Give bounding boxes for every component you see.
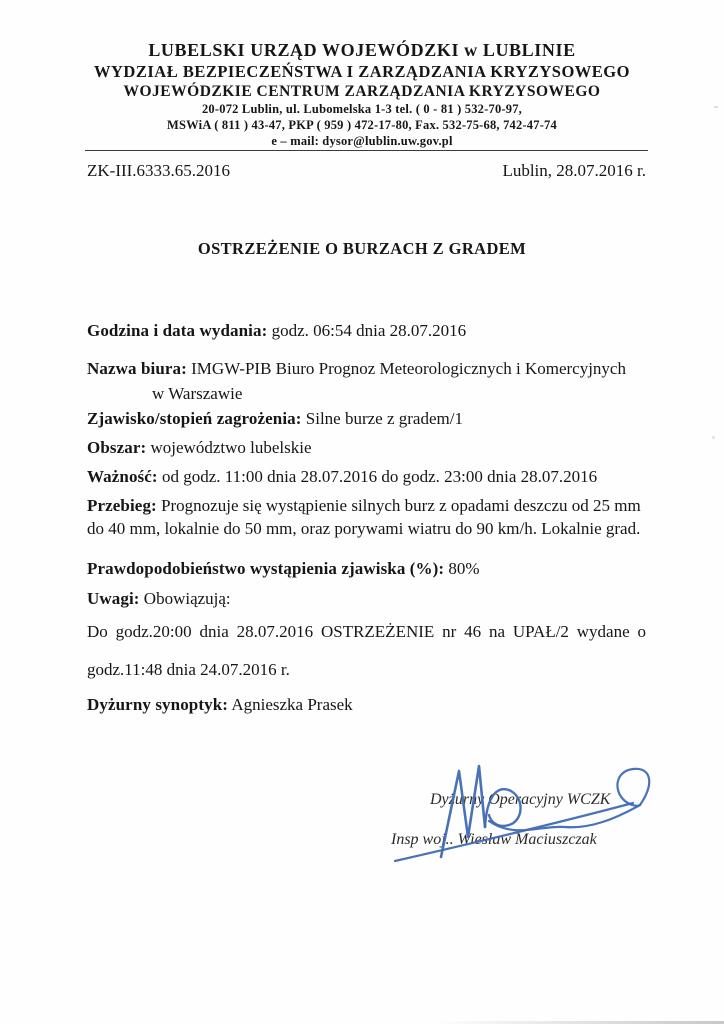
note-line1: Do godz.20:00 dnia 28.07.2016 OSTRZEŻENIE nr 46 na UPAŁ/2 wydane o: [87, 622, 646, 641]
field-office-value: IMGW-PIB Biuro Prognoz Meteorologicznych i Komercyjnych: [191, 359, 626, 378]
field-phenomenon-label: Zjawisko/stopień zagrożenia:: [87, 409, 302, 428]
org-phones: MSWiA ( 811 ) 43-47, PKP ( 959 ) 472-17-80, Fax. 532-75-68, 742-47-74: [167, 118, 557, 132]
signer-role: Dyżurny Operacyjny WCZK: [430, 791, 611, 808]
field-remarks-label: Uwagi:: [87, 589, 140, 608]
org-address: 20-072 Lublin, ul. Lubomelska 1-3 tel. ( 0 - 81 ) 532-70-97,: [201, 102, 522, 116]
field-course-value: Prognozuje się wystąpienie silnych burz z opadami deszczu od 25 mm do 40 mm, lokalnie do 50 mm, oraz porywami wiatru do 90 km/h. Lokalnie grad.: [87, 496, 641, 538]
field-validity: [87, 465, 646, 488]
field-issued-label: Godzina i data wydania:: [87, 321, 268, 340]
field-probability-value: 80%: [448, 559, 480, 578]
field-office: [87, 356, 646, 406]
field-office-value-cont: w Warszawie: [152, 384, 243, 403]
field-issued: [87, 319, 646, 342]
org-name-line3: WOJEWÓDZKIE CENTRUM ZARZĄDZANIA KRYZYSOWEGO: [123, 83, 601, 100]
signature-block: [375, 763, 665, 883]
field-validity-label: Ważność:: [87, 467, 158, 486]
scan-speck: [714, 106, 718, 108]
place-and-date: Lublin, 28.07.2016 r.: [502, 161, 646, 180]
org-email: e – mail: dysor@lublin.uw.gov.pl: [271, 134, 453, 148]
org-name-line2: WYDZIAŁ BEZPIECZEŃSTWA I ZARZĄDZANIA KRYZYSOWEGO: [94, 62, 630, 81]
field-course-label: Przebieg:: [87, 496, 157, 515]
field-synoptic-value: Agnieszka Prasek: [231, 695, 353, 714]
reference-row: [87, 161, 646, 181]
field-probability: [87, 557, 646, 580]
field-phenomenon: [87, 407, 646, 430]
field-area: [87, 436, 646, 459]
field-synoptic: [87, 693, 646, 716]
field-office-label: Nazwa biura:: [87, 359, 187, 378]
field-phenomenon-value: Silne burze z gradem/1: [305, 409, 463, 428]
handwritten-signature-icon: [375, 763, 665, 883]
field-probability-label: Prawdopodobieństwo wystąpienia zjawiska (%):: [87, 559, 445, 578]
scan-speck: [712, 436, 715, 439]
document-body: [87, 319, 646, 716]
document-title: OSTRZEŻENIE O BURZACH Z GRADEM: [197, 239, 527, 258]
note-line2: godz.11:48 dnia 24.07.2016 r.: [87, 660, 290, 679]
org-name-line1: LUBELSKI URZĄD WOJEWÓDZKI w LUBLINIE: [148, 40, 576, 60]
letterhead: [0, 0, 724, 149]
field-validity-value: od godz. 11:00 dnia 28.07.2016 do godz. 23:00 dnia 28.07.2016: [161, 467, 598, 486]
field-remarks-value: Obowiązują:: [143, 589, 231, 608]
field-remarks: [87, 587, 646, 610]
field-area-label: Obszar:: [87, 438, 147, 457]
reference-number: ZK-III.6333.65.2016: [87, 161, 231, 180]
field-synoptic-label: Dyżurny synoptyk:: [87, 695, 229, 714]
header-divider: [85, 150, 648, 151]
field-course: [87, 494, 646, 540]
signer-name: Insp woj.. Wiesław Maciuszczak: [391, 831, 597, 848]
field-area-value: województwo lubelskie: [150, 438, 312, 457]
previous-warning-note: [87, 621, 646, 681]
field-issued-value: godz. 06:54 dnia 28.07.2016: [271, 321, 467, 340]
